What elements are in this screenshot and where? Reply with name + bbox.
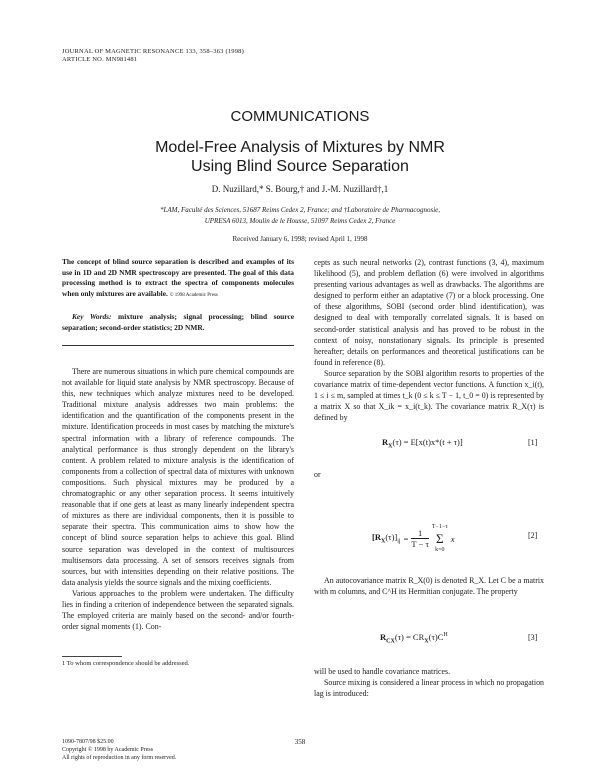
footnote-divider [62,656,122,657]
right-paragraph-2: Source separation by the SOBI algorithm resorts to properties of the covariance matrix of time-dependent vector functions. A function x_i(t), 1 ≤ i ≤ m, sampled at times t_k (0 ≤ k ≤ T − 1, t_0 = 0) is represented by a matrix X so that X_ik = x_i(t_k). The covariance matrix R_X(τ) is defined by [314,368,544,423]
received-dates: Received January 6, 1998; revised April 1, 1998 [232,235,368,243]
equation-2: $[R_X(\tau)]_{ij}$ = $\frac{1}{T - \tau}$ T−1−τ Σ k=0 x [372,524,455,553]
affiliations [0,205,600,227]
affiliation-line-2: UPRESA 6013, Moulin de le Housse, 51097 Reims Cedex 2, France [204,217,396,225]
equation-3-number: [3] [528,633,538,642]
abstract-copyright: © 1998 Academic Press [169,292,218,298]
keywords [62,312,294,333]
abstract-divider [62,345,294,346]
page-number: 358 [294,738,306,746]
title-line-1: Model-Free Analysis of Mixtures by NMR [155,139,445,156]
copyright-footer: 1090-7807/98 $25.00 Copyright © 1998 by Academic Press All rights of reproduction in any form reserved. [62,739,177,761]
left-paragraph-1: There are numerous situations in which pure chemical compounds are not available for liquid state analysis by NMR spectroscopy. Because of this, new techniques which analyze mixtures need to be developed. Traditional mixture analysis addresses two main problems: the identification and the quantification of the components present in the mixture. Identification proceeds in most cases by matching the mixture's spectral information with a library of reference compounds. The analytical performance is thus strongly dependent on the library's content. A problem related to mixture analysis is the identification of components from a collection of spectral data of mixtures with unknown compositions. Such physical mixtures may be produced by a chromatographic or any other separation process. It seems intuitively reasonable that if one gets at least as many linearly independent spectra of mixtures as there are individual components, then it is possible to separate their spectra. This communication aims to show how the concept of blind source separation helps to achieve this goal. Blind source separation was developed in the context of multisources multisensors data processing. A set of sensors receives signals from sources, but with intensities depending on their relative positions. The data analysis yields the source signals and the mixing coefficients. [62,367,294,587]
right-closing-text: will be used to handle covariance matrices. Source mixing is considered a linear process in which no propagation lag is introduced: [314,667,544,699]
right-paragraph-1: cepts as such neural networks (2), contrast functions (3, 4), maximum likelihood (5), and problem deflation (6) were involved in algorithms presenting various advantages as well as drawbacks. The algorithms are designed to perform either an adaptative (7) or a block processing. One of these algorithms, SOBI (second order blind identification), was designed to deal with temporally correlated signals. It is based on second-order statistical analysis and has proved to be robust in the context of noisy, nonstationary signals. Its principle is presented hereafter; details on performances and theoretical justifications can be found in reference (8). [314,258,544,367]
equation-3: $R_{CX}(\tau) = CR_X(\tau)C^H$ [380,632,448,645]
equation-1: $R_X(\tau) = E[x(t)x*(t + \tau)]$ [382,437,463,450]
left-column-body [62,366,294,632]
left-paragraph-2: Various approaches to the problem were undertaken. The difficulty lies in finding a criterion of independence between the separated signals. The employed criteria are mainly based on the second- and/or fourth-order signal moments (1). Con- [62,588,294,632]
or-text: or [314,470,321,479]
paper-title [0,138,600,176]
right-column-body [314,257,544,423]
keywords-label: Key Words: [72,312,112,321]
affiliation-line-1: *LAM, Faculté des Sciences, 51687 Reims Cedex 2, France; and †Laboratoire de Pharmacognosie, [159,206,441,214]
autocovariance-paragraph: An autocovariance matrix R_X(0) is denoted R_X. Let C be a matrix with m columns, and C^H its Hermitian conjugate. The property [314,576,544,597]
article-number: ARTICLE NO. MN981481 [62,56,138,63]
equation-2-number: [2] [528,531,538,540]
title-line-2: Using Blind Source Separation [191,158,409,175]
abstract-text: The concept of blind source separation is described and examples of its use in 1D and 2D NMR spectroscopy are presented. The goal of this data processing method is to extract the spectra of components molecules when only mixtures are available. [62,257,294,298]
authors: D. Nuzillard,* S. Bourg,† and J.-M. Nuzillard†,1 [211,184,389,194]
equation-1-number: [1] [528,438,538,447]
journal-citation: JOURNAL OF MAGNETIC RESONANCE 133, 358–363 (1998) [62,48,244,55]
section-heading: COMMUNICATIONS [230,108,370,125]
footnote: 1 To whom correspondence should be addressed. [62,660,190,667]
keywords-text: mixture analysis; signal processing; blind source separation; second-order statistics; 2D NMR. [62,312,294,332]
abstract [62,257,294,301]
